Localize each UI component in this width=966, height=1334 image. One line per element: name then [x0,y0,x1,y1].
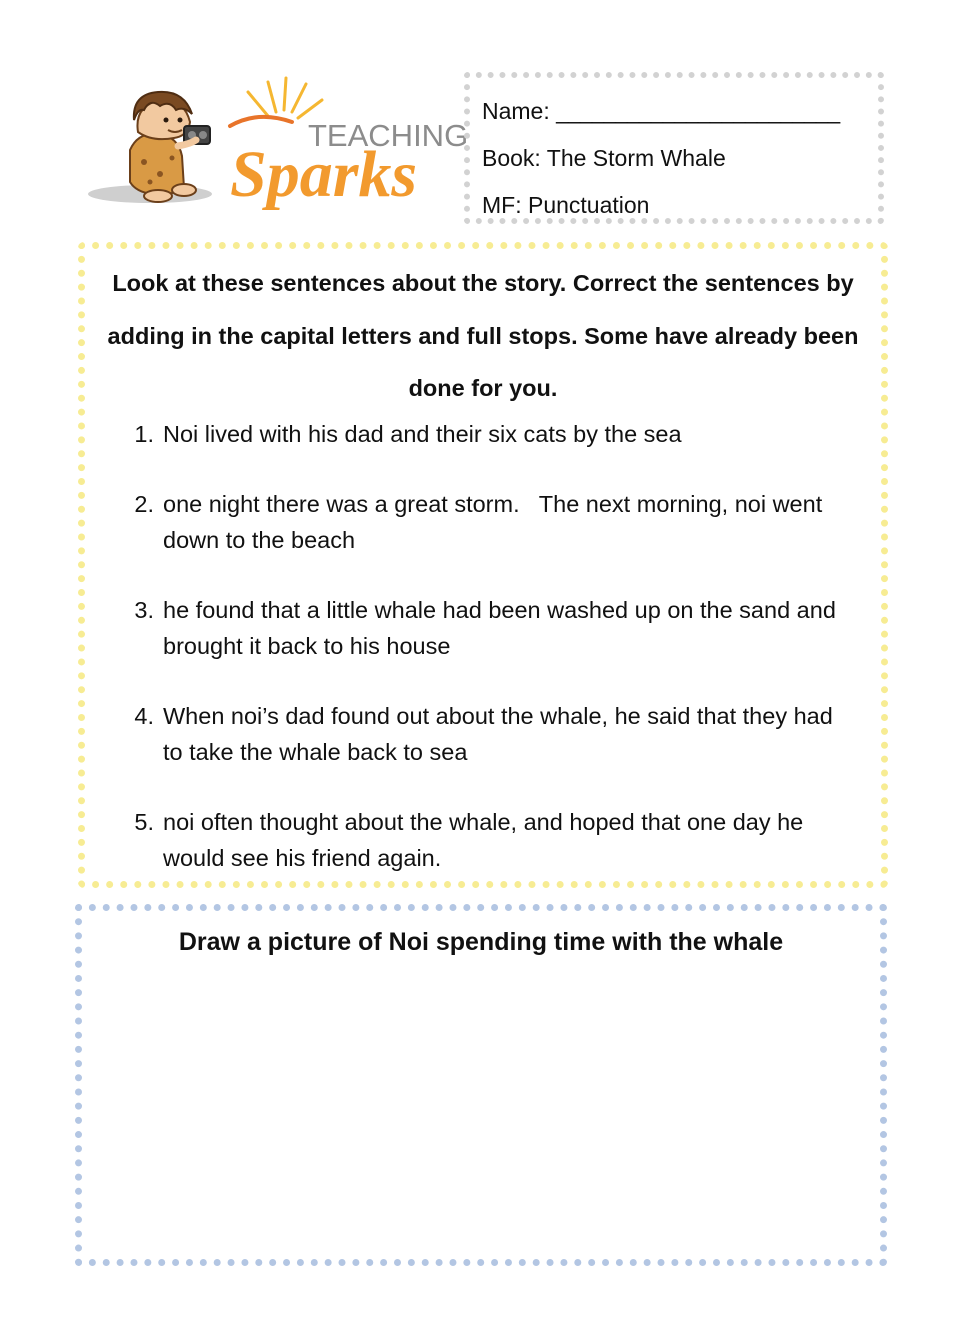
sentence-text: he found that a little whale had been washed up on the sand and brought it back to his house [163,597,836,659]
name-label: Name: [482,98,550,124]
sentence-item [101,593,865,664]
logo-text-sparks: Sparks [230,138,418,211]
sentence-text: When noi’s dad found out about the whale, he said that they had to take the whale back to sea [163,703,833,765]
name-line [482,88,866,135]
student-info-box [464,72,884,224]
sentence-number: 2. [134,491,154,517]
sentence-list [101,417,865,877]
sentence-item [101,487,865,558]
sentence-number: 4. [134,703,154,729]
swoosh-icon [230,117,292,126]
sentence-number: 1. [134,420,154,447]
sentence-item [101,805,865,876]
focus-line: MF: Punctuation [482,192,650,218]
sentence-text: Noi lived with his dad and their six cats by the sea [163,420,682,447]
book-line: Book: The Storm Whale [482,145,726,171]
punctuation-task-box [78,242,888,888]
sentence-item [101,699,865,770]
sentence-text: one night there was a great storm. The next morning, noi went down to the beach [163,491,829,553]
task-instructions: Look at these sentences about the story. Correct the sentences by adding in the capital letters and full stops. Some have already been done for you. [107,270,859,401]
name-blank[interactable]: ________________________ [556,98,840,124]
sentence-text: noi often thought about the whale, and hoped that one day he would see his friend again. [163,809,804,871]
logo-text-teaching: TEACHING [308,118,469,153]
caveman-icon [130,92,210,202]
logo-graphic [80,70,469,220]
sentence-number: 3. [134,597,154,623]
sentence-item [101,417,865,453]
spark-rays-icon [248,78,322,118]
sentence-number: 5. [134,809,154,835]
drawing-prompt: Draw a picture of Noi spending time with the whale [178,928,784,956]
drawing-area[interactable] [75,904,887,1266]
teaching-sparks-logo [80,70,469,220]
